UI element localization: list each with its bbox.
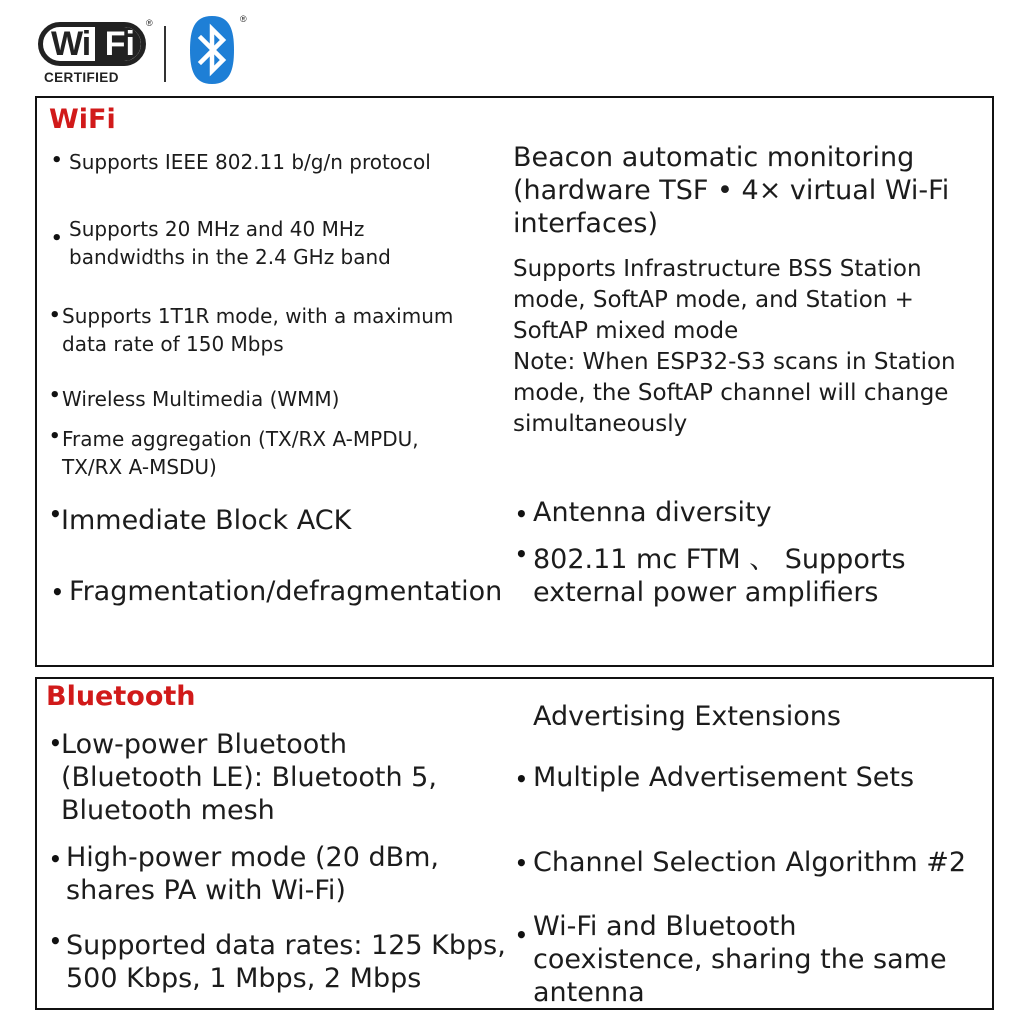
wifi-feature-item: Supports 20 MHz and 40 MHz bandwidths in the 2.4 GHz band [69,217,391,269]
bluetooth-feature-item: Wi-Fi and Bluetooth coexistence, sharing the same antenna [533,911,947,1008]
wifi-feature-item: Supports IEEE 802.11 b/g/n protocol [69,150,431,174]
bluetooth-logo [186,14,248,86]
bluetooth-feature-item: Channel Selection Algorithm #2 [533,847,967,878]
wifi-logo-wi: Wi [51,25,91,63]
bluetooth-feature-item: Multiple Advertisement Sets [533,762,915,793]
bluetooth-feature-item: Supported data rates: 125 Kbps, 500 Kbps, 1 Mbps, 2 Mbps [66,930,506,994]
wifi-heading: WiFi [49,104,116,135]
wifi-logo-fi: Fi [104,25,135,63]
wifi-logo-pill [38,22,146,66]
bluetooth-registered-mark: ® [240,14,247,24]
wifi-feature-item: Antenna diversity [533,497,772,528]
wifi-feature-item: Frame aggregation (TX/RX A-MPDU, TX/RX A-MSDU) [62,427,419,479]
wifi-registered-mark: ® [146,18,153,28]
wifi-features-panel: WiFi • Supports IEEE 802.11 b/g/n protocol • Supports 20 MHz and 40 MHz bandwidths in the 2.4 GHz band • Supports 1T1R mode, with a maximum data rate of 150 Mbps • Wireless Multimedia (WMM) • Frame aggregation (TX/RX A-MPDU, TX/RX A-MSDU) • Immediate Block ACK • Fragmentation/defragmentation Beacon automatic monitoring (hardware TSF • 4× virtual Wi-Fi interfaces) Supports Infrastructure BSS Station mode, SoftAP mode, and Station + SoftAP mixed mode Note: When ESP32-S3 scans in Station mode, the SoftAP channel will change simultaneously • Antenna diversity • 802.11 mc FTM 、 Supports external power amplifiers [35,96,994,667]
bluetooth-features-panel: Bluetooth • Low-power Bluetooth (Bluetooth LE): Bluetooth 5, Bluetooth mesh • High-power mode (20 dBm, shares PA with Wi-Fi) • Supported data rates: 125 Kbps, 500 Kbps, 1 Mbps, 2 Mbps Advertising Extensions • Multiple Advertisement Sets • Channel Selection Algorithm #2 • Wi-Fi and Bluetooth coexistence, sharing the same antenna [35,677,994,1010]
bluetooth-heading: Bluetooth [46,681,196,712]
wifi-feature-item: Supports 1T1R mode, with a maximum data rate of 150 Mbps [62,304,454,356]
bluetooth-icon [186,14,248,86]
wifi-feature-item: Beacon automatic monitoring (hardware TSF • 4× virtual Wi-Fi interfaces) [513,142,950,239]
bluetooth-feature-item: Advertising Extensions [533,701,841,732]
wifi-feature-item: Wireless Multimedia (WMM) [62,387,340,411]
wifi-certified-logo [36,20,152,90]
wifi-feature-item: 802.11 mc FTM 、 Supports external power amplifiers [533,544,906,608]
bluetooth-feature-item: Low-power Bluetooth (Bluetooth LE): Bluetooth 5, Bluetooth mesh [61,729,437,826]
logo-divider [164,26,166,82]
wifi-feature-item: Fragmentation/defragmentation [69,576,503,607]
wifi-feature-item: Supports Infrastructure BSS Station mode, SoftAP mode, and Station + SoftAP mixed mode Note: When ESP32-S3 scans in Station mode, the SoftAP channel will change simultaneously [513,256,956,437]
bluetooth-feature-item: High-power mode (20 dBm, shares PA with Wi-Fi) [66,842,440,906]
wifi-feature-item: Immediate Block ACK [61,505,352,536]
wifi-certified-label: CERTIFIED [44,70,119,85]
